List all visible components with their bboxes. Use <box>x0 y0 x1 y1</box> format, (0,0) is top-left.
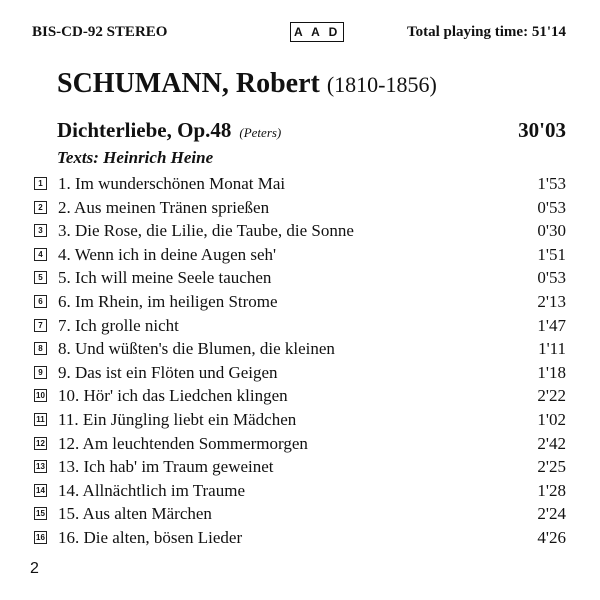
work-title: Dichterliebe, Op.48 <box>57 118 232 142</box>
composer-dates: (1810-1856) <box>326 72 437 97</box>
track-number-box: 1 <box>34 177 47 190</box>
track-number-box: 7 <box>34 319 47 332</box>
track-duration: 0'30 <box>537 221 566 241</box>
track-number-box: 15 <box>34 507 47 520</box>
track-number-box: 10 <box>34 389 47 402</box>
track-row <box>30 290 566 314</box>
track-duration: 1'53 <box>537 174 566 193</box>
track-number-box: 14 <box>34 484 47 497</box>
track-title: 9. Das ist ein Flöten und Geigen <box>58 362 278 382</box>
page-number: 2 <box>30 560 39 577</box>
track-number-box: 8 <box>34 342 47 355</box>
track-row <box>30 361 566 385</box>
track-duration: 1'02 <box>537 409 566 429</box>
track-title: 4. Wenn ich in deine Augen seh' <box>58 244 277 264</box>
track-title: 16. Die alten, bösen Lieder <box>58 527 243 547</box>
track-row <box>30 384 566 408</box>
track-row <box>30 408 566 432</box>
track-row <box>30 314 566 338</box>
track-row <box>30 526 566 550</box>
track-title: 11. Ein Jüngling liebt ein Mädchen <box>58 409 297 429</box>
track-row <box>30 219 566 243</box>
track-duration: 2'42 <box>537 433 566 453</box>
track-title: 14. Allnächtlich im Traume <box>58 480 245 500</box>
track-row <box>30 479 566 503</box>
track-row <box>30 502 566 526</box>
track-duration: 0'53 <box>537 197 566 217</box>
track-list <box>30 172 566 550</box>
composer-name: SCHUMANN, Robert <box>57 68 320 99</box>
track-row <box>30 172 566 196</box>
track-number-box: 5 <box>34 271 47 284</box>
track-title: 12. Am leuchtenden Sommermorgen <box>58 433 308 453</box>
track-duration: 1'51 <box>537 244 566 264</box>
track-number-box: 13 <box>34 460 47 473</box>
track-row <box>30 243 566 267</box>
track-title: 15. Aus alten Märchen <box>58 504 212 524</box>
track-number-box: 2 <box>34 201 47 214</box>
track-number-box: 3 <box>34 224 47 237</box>
track-title: 2. Aus meinen Tränen sprießen <box>58 197 270 217</box>
track-title: 13. Ich hab' im Traum geweinet <box>58 457 274 477</box>
track-duration: 2'22 <box>537 386 566 406</box>
track-duration: 4'26 <box>537 527 566 547</box>
track-duration: 2'24 <box>537 504 566 524</box>
texts-credit: Texts: Heinrich Heine <box>57 148 214 167</box>
track-title: 1. Im wunderschönen Monat Mai <box>58 174 286 193</box>
track-duration: 1'28 <box>537 480 566 500</box>
track-number-box: 9 <box>34 366 47 379</box>
track-duration: 0'53 <box>537 268 566 288</box>
composer-heading <box>57 68 437 100</box>
track-title: 7. Ich grolle nicht <box>58 315 179 335</box>
spars-code-badge: A A D <box>290 22 344 42</box>
catalog-number: BIS-CD-92 STEREO <box>32 24 168 40</box>
track-duration: 2'25 <box>537 457 566 477</box>
header-bar <box>32 22 566 44</box>
track-duration: 1'18 <box>537 362 566 382</box>
track-title: 6. Im Rhein, im heiligen Strome <box>58 291 278 311</box>
work-duration: 30'03 <box>518 118 566 142</box>
track-title: 5. Ich will meine Seele tauchen <box>58 268 272 288</box>
track-title: 10. Hör' ich das Liedchen klingen <box>58 386 288 406</box>
track-number-box: 16 <box>34 531 47 544</box>
track-title: 3. Die Rose, die Lilie, die Taube, die Sonne <box>58 221 354 241</box>
track-row <box>30 455 566 479</box>
track-number-box: 11 <box>34 413 47 426</box>
track-duration: 1'47 <box>537 315 566 335</box>
track-row <box>30 266 566 290</box>
work-heading <box>57 118 566 144</box>
track-duration: 1'11 <box>538 339 566 359</box>
track-row <box>30 432 566 456</box>
total-playing-time: Total playing time: 51'14 <box>406 24 566 40</box>
track-row <box>30 196 566 220</box>
track-number-box: 12 <box>34 437 47 450</box>
track-title: 8. Und wüßten's die Blumen, die kleinen <box>58 339 335 359</box>
track-number-box: 6 <box>34 295 47 308</box>
track-row <box>30 337 566 361</box>
track-duration: 2'13 <box>537 291 566 311</box>
work-publisher: (Peters) <box>239 125 282 140</box>
track-number-box: 4 <box>34 248 47 261</box>
